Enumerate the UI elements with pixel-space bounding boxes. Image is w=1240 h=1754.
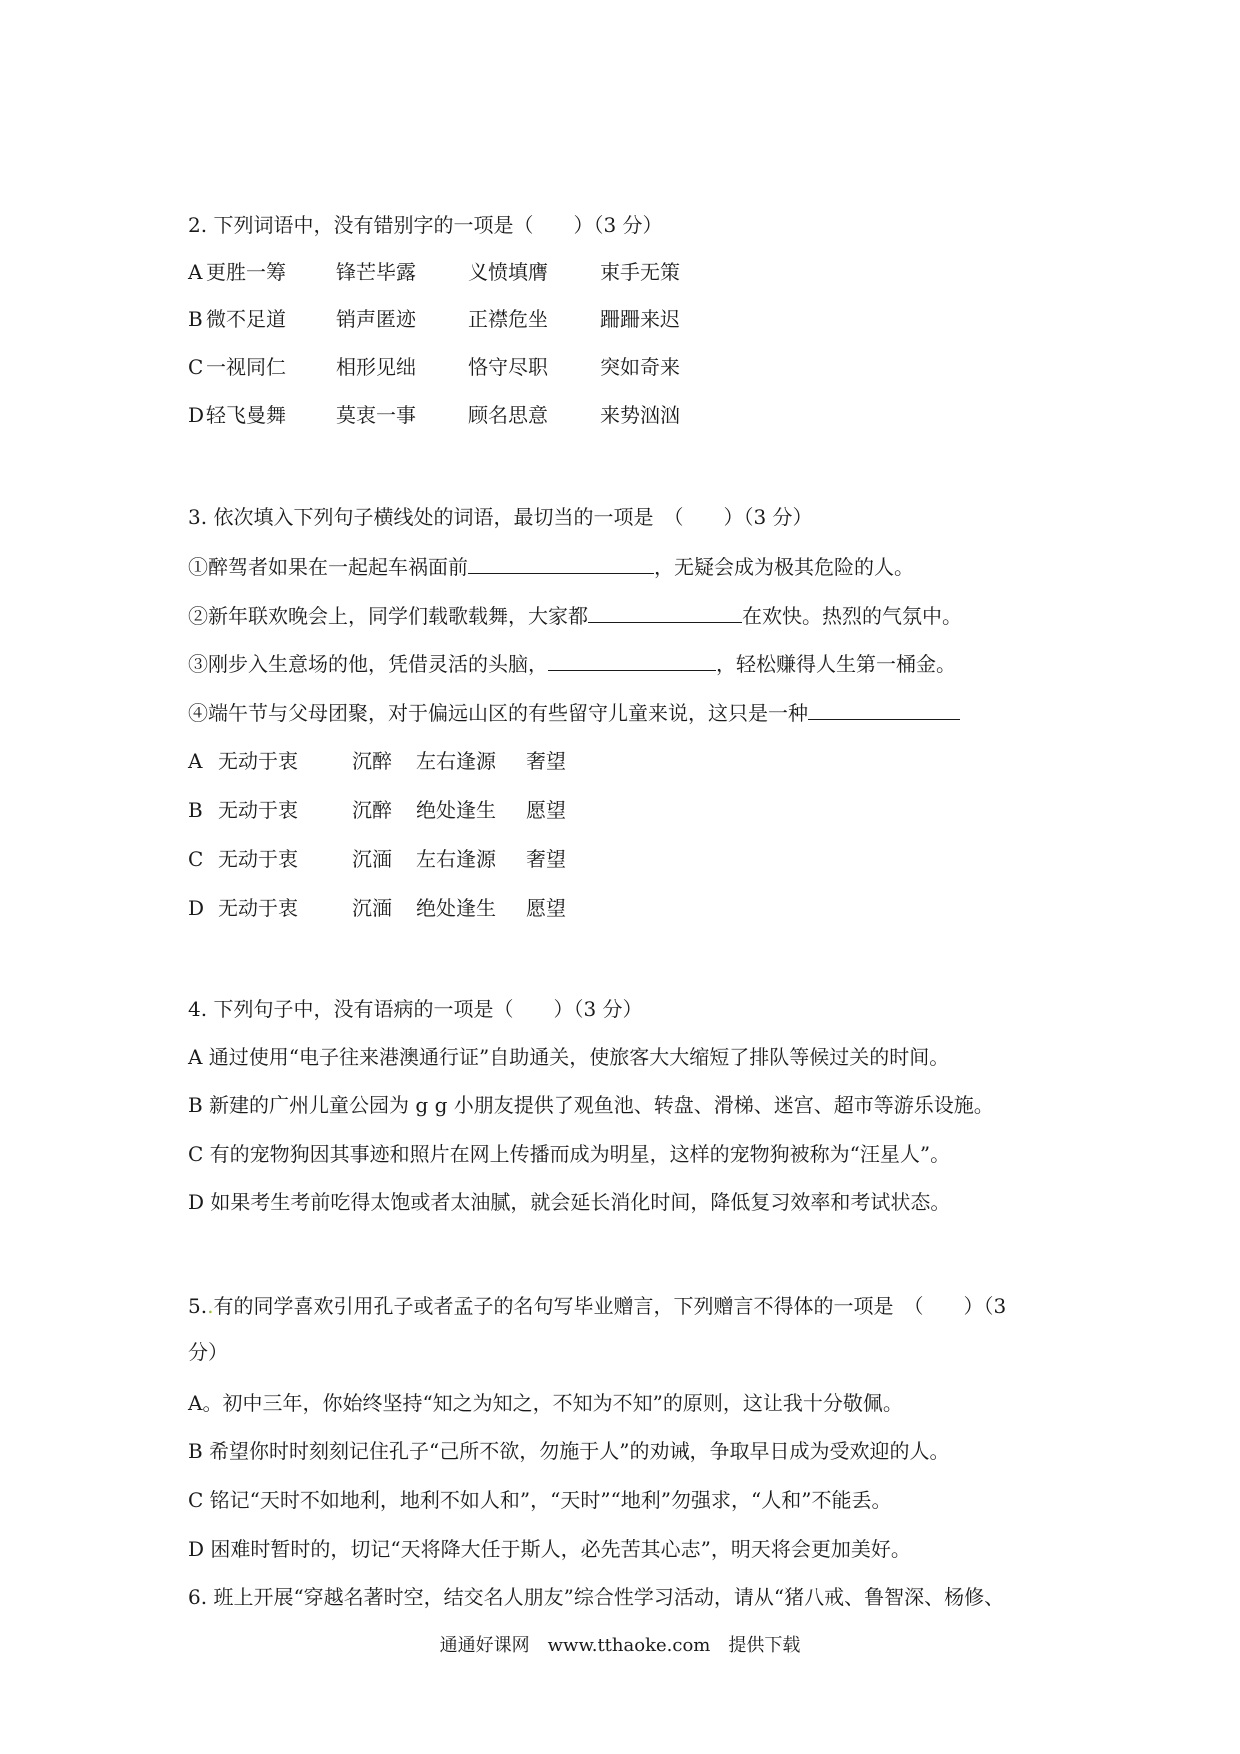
q2-option-word: 微不足道 [206,307,286,331]
q5-option-a: A。初中三年，你始终坚持“知之为知之，不知为不知”的原则，这让我十分敬佩。 [188,1391,903,1415]
q3-option-label: B [188,798,203,822]
q2-option-word: 顾名思意 [468,403,548,427]
q5-option-b: B 希望你时时刻刻记住孔子“己所不欲，勿施于人”的劝诫，争取早日成为受欢迎的人。 [188,1439,950,1463]
q3-option-word: 沉醉 [352,798,392,822]
q2-option-word: 束手无策 [600,260,680,284]
q4-option-d: D 如果考生考前吃得太饱或者太油腻，就会延长消化时间，降低复习效率和考试状态。 [188,1190,951,1214]
q3-option-label: D [188,896,205,920]
q3-option-c [188,846,588,872]
q5-stem-line-2: 分） [188,1340,228,1364]
q2-option-d [188,402,748,428]
q3-option-label: A [188,749,203,773]
sentence-text-after: ，无疑会成为极其危险的人。 [654,555,914,579]
q2-option-word: 销声匿迹 [336,307,416,331]
sentence-text-before: ①醉驾者如果在一起起车祸面前 [188,555,468,579]
fill-blank [808,699,960,720]
q4-option-b: B 新建的广州儿童公园为 g g 小朋友提供了观鱼池、转盘、滑梯、迷宫、超市等游乐设施。 [188,1093,994,1117]
q2-option-word: 莫衷一事 [336,403,416,427]
q4-option-c: C 有的宠物狗因其事迹和照片在网上传播而成为明星，这样的宠物狗被称为“汪星人”。 [188,1142,951,1166]
sentence-text-before: ②新年联欢晚会上，同学们载歌载舞，大家都 [188,604,588,628]
q3-sentence-2 [188,602,962,629]
q2-option-label: C [188,355,204,379]
q2-option-word: 更胜一筹 [206,260,286,284]
q4-stem: 4. 下列句子中，没有语病的一项是（ ）（3 分） [188,997,643,1021]
sentence-text-before: ③刚步入生意场的他，凭借灵活的头脑， [188,652,548,676]
q3-stem: 3. 依次填入下列句子横线处的词语，最切当的一项是 （ ）（3 分） [188,505,813,529]
q3-sentence-4 [188,699,960,726]
q2-option-label: A [188,260,203,284]
q3-option-word: 沉醉 [352,749,392,773]
q3-option-word: 愿望 [526,896,566,920]
q2-stem: 2. 下列词语中，没有错别字的一项是（ ）（3 分） [188,213,663,237]
q2-option-word: 义愤填膺 [468,260,548,284]
q4-option-a: A 通过使用“电子往来港澳通行证”自助通关，使旅客大大缩短了排队等候过关的时间。 [188,1045,950,1069]
q3-option-word: 绝处逢生 [416,798,496,822]
q3-option-word: 奢望 [526,749,566,773]
q3-option-word: 无动于衷 [218,896,298,920]
fill-blank [588,602,742,623]
q3-option-d [188,895,588,921]
q3-option-word: 无动于衷 [218,798,298,822]
q3-option-a [188,748,588,774]
q5-stem-text: 有的同学喜欢引用孔子或者孟子的名句写毕业赠言，下列赠言不得体的一项是 （ ）（3 [213,1294,1007,1318]
sentence-text-before: ④端午节与父母团聚，对于偏远山区的有些留守儿童来说，这只是一种 [188,701,808,725]
q2-option-a [188,259,748,285]
q2-option-word: 跚跚来迟 [600,307,680,331]
page-footer: 通通好课网 www.tthaoke.com 提供下载 [439,1635,801,1656]
q3-sentence-1 [188,553,914,580]
q3-option-word: 愿望 [526,798,566,822]
q6-stem: 6. 班上开展“穿越名著时空，结交名人朋友”综合性学习活动，请从“猪八戒、鲁智深、杨修、 [188,1585,1005,1609]
q3-option-word: 无动于衷 [218,847,298,871]
sentence-text-after: ，轻松赚得人生第一桶金。 [716,652,956,676]
q2-option-label: B [188,307,203,331]
q2-option-word: 突如奇来 [600,355,680,379]
q3-option-word: 绝处逢生 [416,896,496,920]
sentence-text-after: 在欢快。热烈的气氛中。 [742,604,962,628]
q2-option-word: 相形见绌 [336,355,416,379]
q2-option-c [188,354,748,380]
q3-option-word: 无动于衷 [218,749,298,773]
q3-option-word: 左右逢源 [416,847,496,871]
q3-option-word: 沉湎 [352,847,392,871]
q5-option-c: C 铭记“天时不如地利，地利不如人和”，“天时”“地利”勿强求，“人和”不能丢。 [188,1488,892,1512]
q2-option-word: 来势汹汹 [600,403,680,427]
q5-dot: . [207,1294,214,1318]
q3-option-word: 左右逢源 [416,749,496,773]
q5-number: 5. [188,1294,208,1318]
q2-option-b [188,306,748,332]
fill-blank [548,650,716,671]
q5-option-d: D 困难时暂时的，切记“天将降大任于斯人，必先苦其心志”，明天将会更加美好。 [188,1537,911,1561]
q2-option-word: 锋芒毕露 [336,260,416,284]
q3-option-word: 奢望 [526,847,566,871]
q3-option-label: C [188,847,204,871]
q3-option-word: 沉湎 [352,896,392,920]
q5-stem-line-1 [188,1293,1006,1319]
q2-option-word: 一视同仁 [206,355,286,379]
q3-option-b [188,797,588,823]
q2-option-word: 恪守尽职 [468,355,548,379]
q2-option-word: 轻飞曼舞 [206,403,286,427]
q3-sentence-3 [188,650,956,677]
q2-option-label: D [188,403,205,427]
q2-option-word: 正襟危坐 [468,307,548,331]
fill-blank [468,553,654,574]
